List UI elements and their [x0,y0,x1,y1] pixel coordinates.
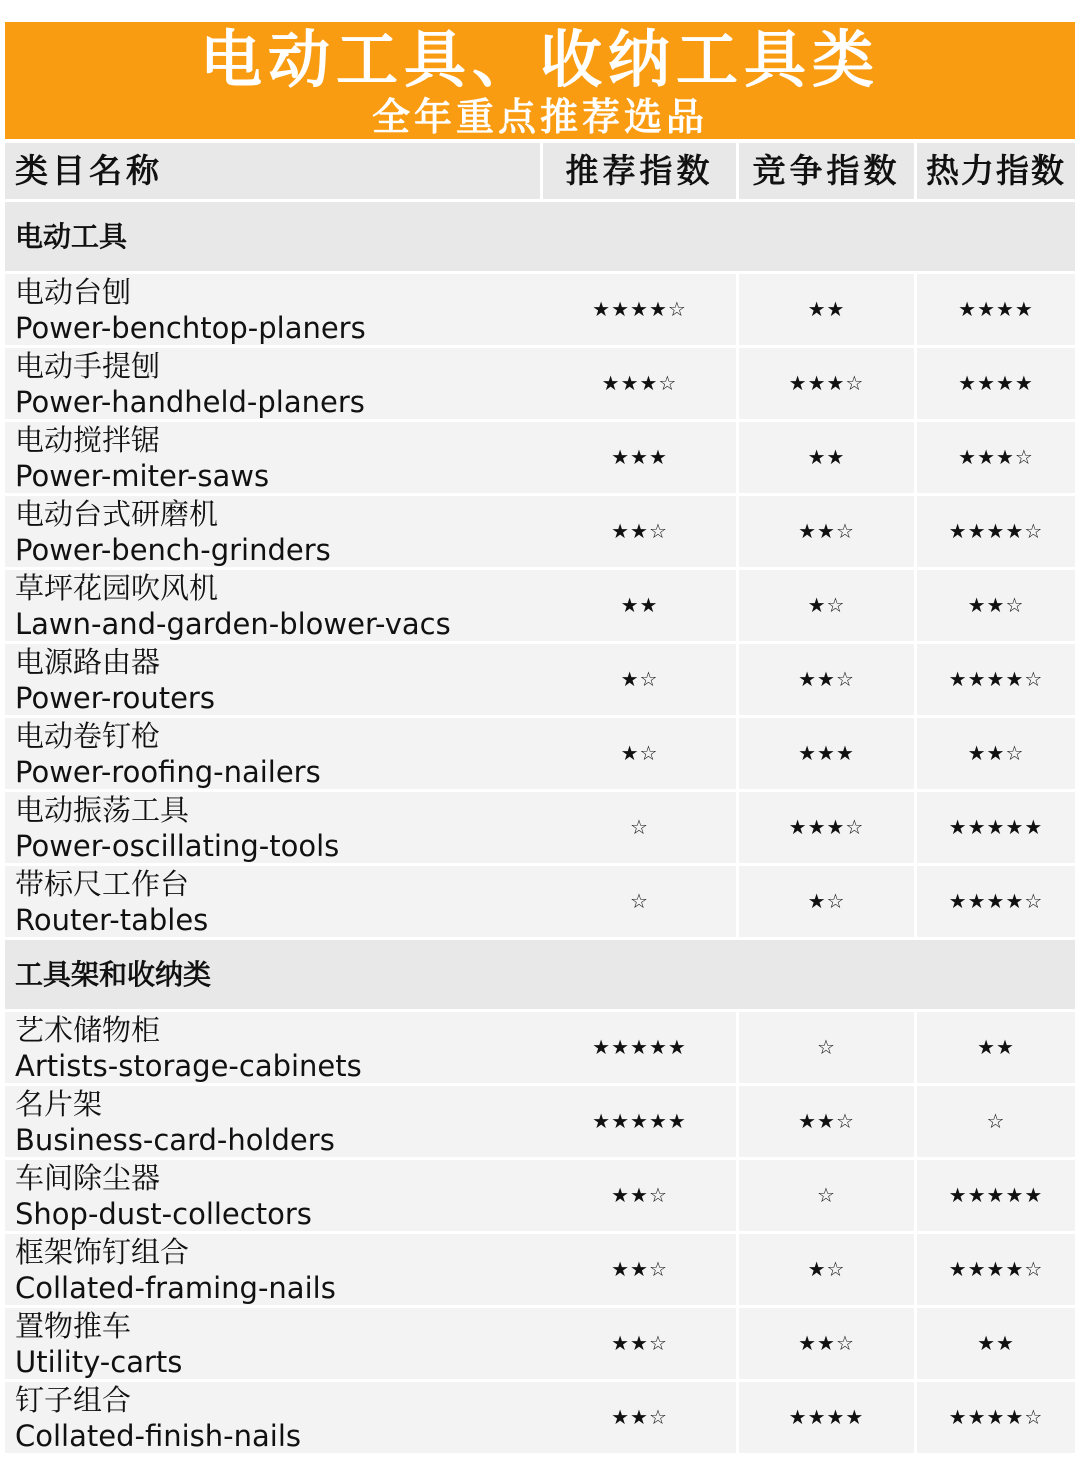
header-competition-index: 竞争指数 [739,143,914,199]
category-name-cell [5,422,550,493]
heat-stars: ★★★★☆ [917,1234,1075,1305]
category-name-cell [5,274,550,345]
category-name-cn: 电动搅拌锯 [15,423,161,457]
category-name-en: Collated-finish-nails [15,1419,301,1453]
product-table [5,143,1075,1456]
section-heading: 工具架和收纳类 [5,940,1075,1009]
category-name-en: Power-bench-grinders [15,533,331,567]
category-name-cell [5,1308,550,1379]
table-row [5,1160,1075,1231]
competition-stars: ★★☆ [739,496,914,567]
category-name-en: Power-oscillating-tools [15,829,340,863]
category-name-cn: 艺术储物柜 [15,1013,161,1047]
category-name-cn: 钉子组合 [15,1383,132,1417]
category-name-cell [5,1160,550,1231]
heat-stars: ★★★★☆ [917,644,1075,715]
category-name-cn: 电动台式研磨机 [15,497,219,531]
recommend-stars: ★★★☆ [543,348,736,419]
recommend-stars: ★★★★★ [543,1012,736,1083]
heat-stars: ★★★★☆ [917,866,1075,937]
category-name-en: Power-routers [15,681,215,715]
recommend-stars: ☆ [543,792,736,863]
category-name-cn: 带标尺工作台 [15,867,190,901]
page-title: 电动工具、收纳工具类 [199,23,880,96]
category-name-cell [5,866,550,937]
category-name-cn: 电动卷钉枪 [15,719,161,753]
table-row [5,1012,1075,1083]
competition-stars: ★☆ [739,1234,914,1305]
table-row [5,1308,1075,1379]
heat-stars: ★★☆ [917,570,1075,641]
competition-stars: ★☆ [739,570,914,641]
heat-stars: ★★★☆ [917,422,1075,493]
table-row [5,348,1075,419]
category-name-cell [5,348,550,419]
section-heading: 电动工具 [5,202,1075,271]
table-row [5,1382,1075,1453]
category-name-en: Business-card-holders [15,1123,335,1157]
title-banner [5,22,1075,139]
category-name-cell [5,644,550,715]
recommend-stars: ★☆ [543,644,736,715]
recommend-stars: ★★☆ [543,1382,736,1453]
heat-stars: ★★★★★ [917,1160,1075,1231]
table-row [5,496,1075,567]
category-name-en: Artists-storage-cabinets [15,1049,362,1083]
category-name-cell [5,1086,550,1157]
category-name-cn: 电动振荡工具 [15,793,190,827]
recommend-stars: ★☆ [543,718,736,789]
competition-stars: ☆ [739,1012,914,1083]
table-row [5,718,1075,789]
category-name-cn: 框架饰钉组合 [15,1235,190,1269]
heat-stars: ★★★★☆ [917,1382,1075,1453]
table-header [5,143,1075,199]
recommend-stars: ★★☆ [543,1234,736,1305]
recommend-stars: ★★★ [543,422,736,493]
category-name-cn: 置物推车 [15,1309,132,1343]
competition-stars: ★★★☆ [739,792,914,863]
table-row [5,570,1075,641]
heat-stars: ★★☆ [917,718,1075,789]
category-name-en: Power-miter-saws [15,459,270,493]
competition-stars: ★☆ [739,866,914,937]
heat-stars: ★★★★ [917,274,1075,345]
heat-stars: ☆ [917,1086,1075,1157]
heat-stars: ★★★★ [917,348,1075,419]
table-row [5,866,1075,937]
category-name-en: Shop-dust-collectors [15,1197,312,1231]
category-name-cell [5,1382,550,1453]
competition-stars: ☆ [739,1160,914,1231]
category-name-en: Power-benchtop-planers [15,311,366,345]
heat-stars: ★★★★★ [917,792,1075,863]
category-name-cell [5,718,550,789]
category-name-cn: 电动台刨 [15,275,132,309]
recommend-stars: ★★ [543,570,736,641]
header-recommend-index: 推荐指数 [543,143,736,199]
category-name-cell [5,792,550,863]
category-name-cn: 电动手提刨 [15,349,161,383]
recommend-stars: ★★☆ [543,496,736,567]
recommend-stars: ★★★★★ [543,1086,736,1157]
table-row [5,1086,1075,1157]
category-name-cn: 名片架 [15,1087,103,1121]
category-name-cell [5,496,550,567]
header-heat-index: 热力指数 [917,143,1075,199]
competition-stars: ★★☆ [739,644,914,715]
table-row [5,644,1075,715]
recommend-stars: ★★☆ [543,1308,736,1379]
category-name-cell [5,1012,550,1083]
category-name-en: Lawn-and-garden-blower-vacs [15,607,451,641]
category-name-en: Router-tables [15,903,209,937]
heat-stars: ★★ [917,1308,1075,1379]
category-name-en: Utility-carts [15,1345,183,1379]
category-name-en: Collated-framing-nails [15,1271,336,1305]
table-row [5,1234,1075,1305]
competition-stars: ★★ [739,274,914,345]
recommend-stars: ★★★★☆ [543,274,736,345]
category-name-cell [5,570,550,641]
competition-stars: ★★★★ [739,1382,914,1453]
competition-stars: ★★★☆ [739,348,914,419]
competition-stars: ★★ [739,422,914,493]
table-row [5,792,1075,863]
page-subtitle: 全年重点推荐选品 [371,95,708,139]
recommend-stars: ★★☆ [543,1160,736,1231]
category-name-cn: 车间除尘器 [15,1161,161,1195]
category-name-en: Power-roofing-nailers [15,755,321,789]
competition-stars: ★★☆ [739,1086,914,1157]
heat-stars: ★★ [917,1012,1075,1083]
header-category-name: 类目名称 [5,143,540,199]
heat-stars: ★★★★☆ [917,496,1075,567]
competition-stars: ★★☆ [739,1308,914,1379]
category-name-cn: 电源路由器 [15,645,161,679]
category-name-en: Power-handheld-planers [15,385,365,419]
category-name-cell [5,1234,550,1305]
recommend-stars: ☆ [543,866,736,937]
competition-stars: ★★★ [739,718,914,789]
table-row [5,422,1075,493]
table-row [5,274,1075,345]
category-name-cn: 草坪花园吹风机 [15,571,219,605]
table-body [5,202,1075,1453]
